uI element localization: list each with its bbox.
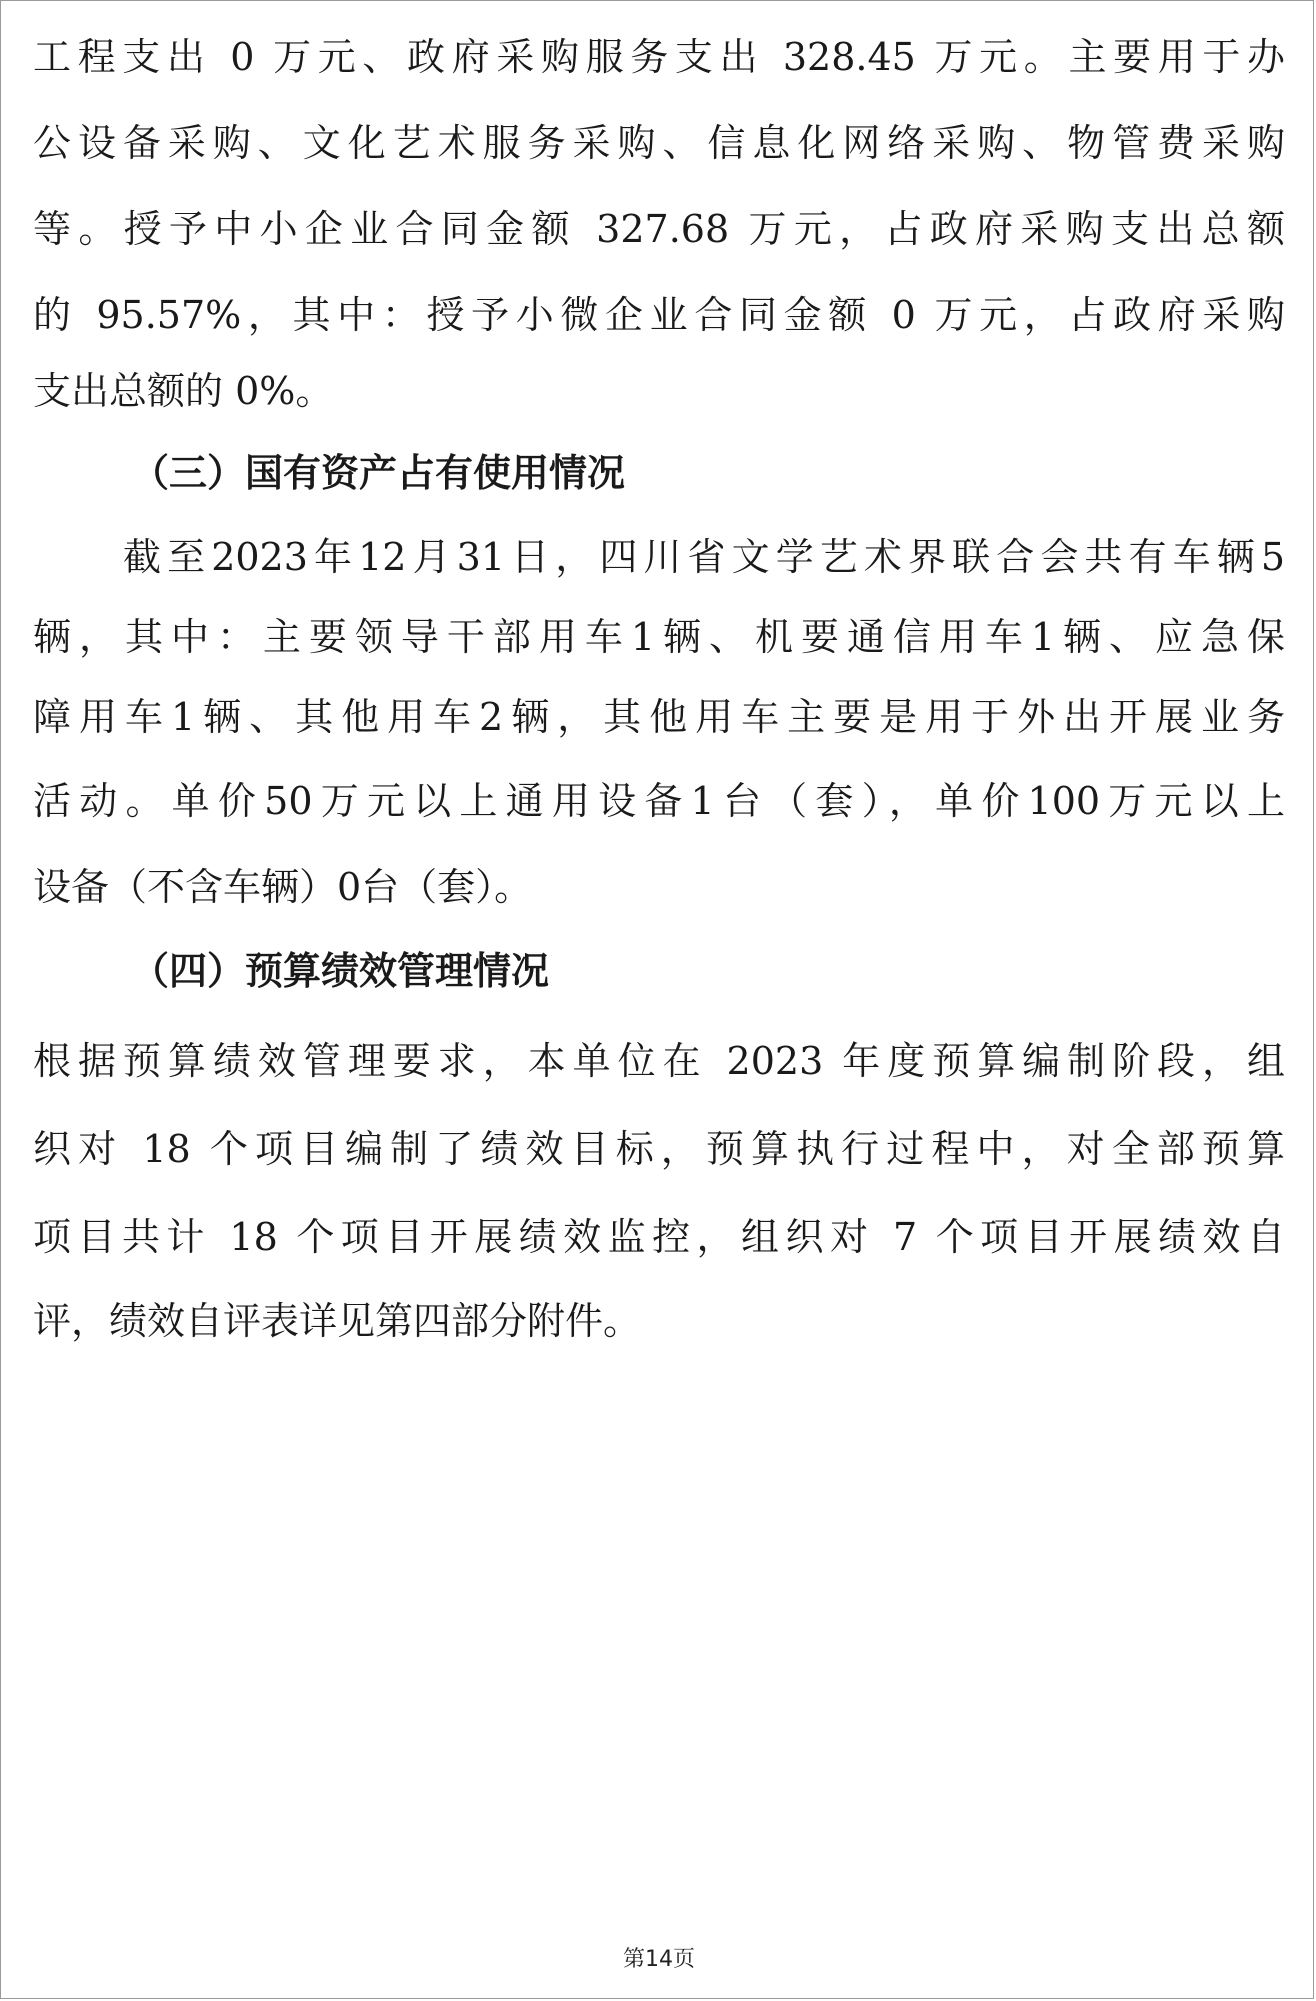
assets-line-3: 障用车1辆、其他用车2辆，其他用车主要是用于外出开展业务 <box>33 695 1285 739</box>
section-heading-performance: （四）预算绩效管理情况 <box>131 949 550 993</box>
procurement-line-1: 工程支出 0 万元、政府采购服务支出 328.45 万元。主要用于办 <box>33 35 1285 79</box>
procurement-line-4: 的 95.57%，其中：授予小微企业合同金额 0 万元，占政府采购 <box>33 293 1285 337</box>
page-number: 第14页 <box>623 1947 695 1972</box>
performance-line-2: 织对 18 个项目编制了绩效目标，预算执行过程中，对全部预算 <box>33 1127 1285 1171</box>
performance-line-1: 根据预算绩效管理要求，本单位在 2023 年度预算编制阶段，组 <box>33 1039 1285 1083</box>
section-heading-assets: （三）国有资产占有使用情况 <box>131 451 626 495</box>
assets-line-4: 活动。单价50万元以上通用设备1台（套），单价100万元以上 <box>33 779 1285 823</box>
procurement-line-5: 支出总额的 0%。 <box>33 369 334 413</box>
procurement-line-3: 等。授予中小企业合同金额 327.68 万元，占政府采购支出总额 <box>33 207 1285 251</box>
assets-line-1: 截至2023年12月31日，四川省文学艺术界联合会共有车辆5 <box>123 535 1285 579</box>
assets-line-2: 辆，其中：主要领导干部用车1辆、机要通信用车1辆、应急保 <box>33 615 1285 659</box>
assets-line-5: 设备（不含车辆）0台（套）。 <box>33 865 533 909</box>
procurement-line-2: 公设备采购、文化艺术服务采购、信息化网络采购、物管费采购 <box>33 121 1285 165</box>
performance-line-3: 项目共计 18 个项目开展绩效监控，组织对 7 个项目开展绩效自 <box>33 1215 1285 1259</box>
performance-line-4: 评，绩效自评表详见第四部分附件。 <box>33 1299 642 1343</box>
